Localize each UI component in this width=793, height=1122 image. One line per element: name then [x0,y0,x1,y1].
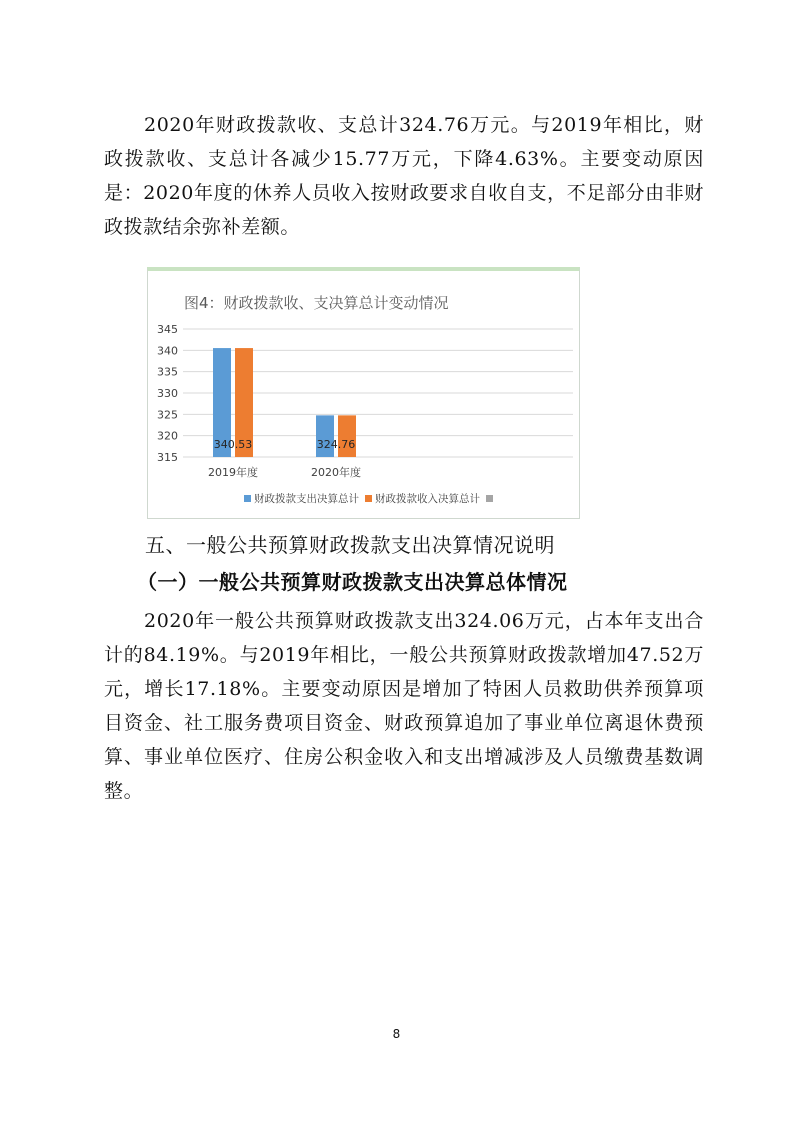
legend-label-0: 财政拨款支出决算总计 [254,493,359,505]
y-tick-label: 320 [157,429,178,443]
data-label: 340.53 [213,438,253,451]
legend-label-1: 财政拨款收入决算总计 [375,493,480,505]
budget-change-chart [147,267,580,519]
intro-paragraph: 2020年财政拨款收、支总计324.76万元。与2019年相比，财政拨款收、支总计各减少15.77万元，下降4.63%。主要变动原因是：2020年度的休养人员收入按财政要求自收自支，不足部分由非财政拨款结余弥补差额。 [104,114,704,238]
legend-swatch-0 [244,495,251,502]
data-label: 324.76 [316,438,356,451]
chart-canvas [148,271,579,518]
legend-swatch-2 [486,495,493,502]
section-heading: 五、一般公共预算财政拨款支出决算情况说明 [145,533,555,557]
y-tick-label: 325 [157,408,178,422]
chart-title: 图4：财政拨款收、支决算总计变动情况 [184,294,449,312]
subsection-heading: （一）一般公共预算财政拨款支出决算总体情况 [137,570,568,594]
x-tick-label: 2019年度 [208,466,258,479]
y-tick-label: 315 [157,451,178,464]
page-number: 8 [392,1027,401,1041]
y-tick-label: 335 [157,365,178,379]
x-tick-label: 2020年度 [311,466,361,479]
y-tick-label: 340 [157,344,178,358]
legend-swatch-1 [365,495,372,502]
y-tick-label: 345 [157,323,178,336]
y-tick-label: 330 [157,387,178,400]
expenditure-paragraph: 2020年一般公共预算财政拨款支出324.06万元，占本年支出合计的84.19%。与2019年相比，一般公共预算财政拨款增加47.52万元，增长17.18%。主要变动原因是增加了特困人员救助供养预算项目资金、社工服务费项目资金、财政预算追加了事业单位离退休费预算、事业单位医疗、住房公积金收入和支出增减涉及人员缴费基数调整。 [104,610,704,802]
